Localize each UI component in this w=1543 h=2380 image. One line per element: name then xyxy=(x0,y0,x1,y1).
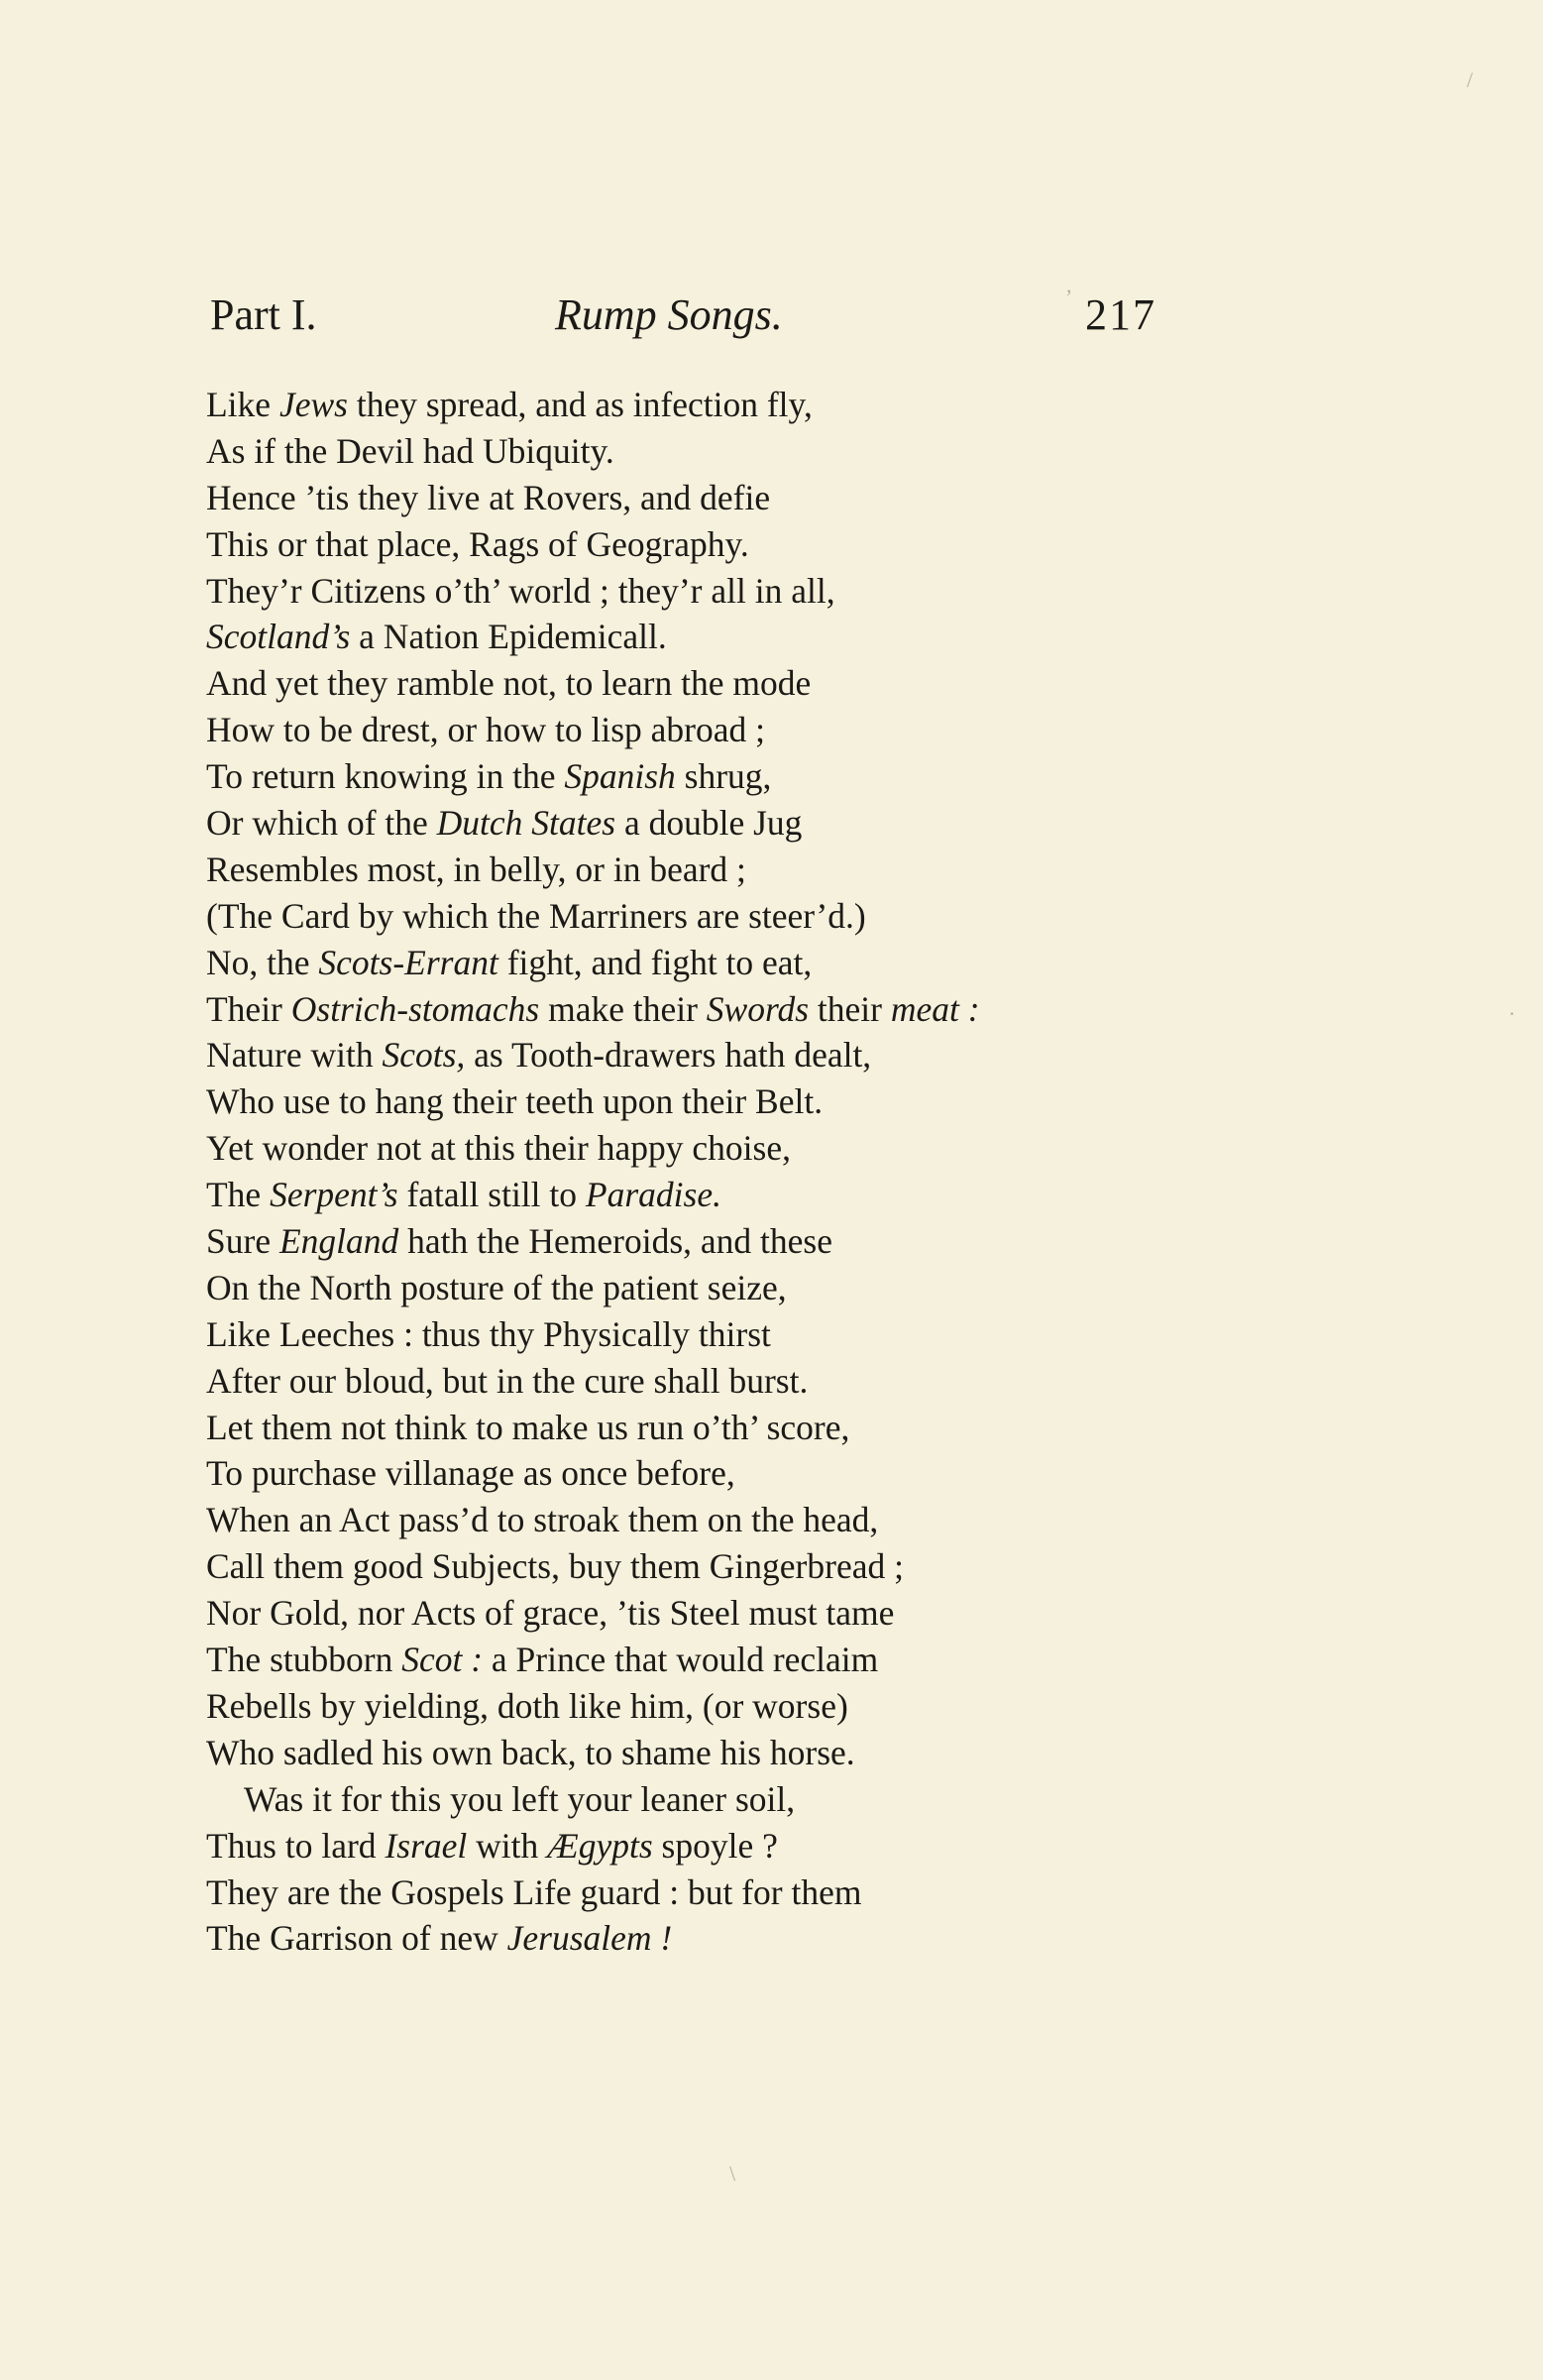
italic-text: Jerusalem ! xyxy=(506,1918,673,1959)
line-text: They are the Gospels Life guard : but for them xyxy=(206,1871,862,1912)
line-text: with xyxy=(467,1825,548,1866)
line-text: Hence ’tis they live at Rovers, and defie xyxy=(206,477,771,517)
poem-line xyxy=(206,568,1197,615)
line-text: spoyle ? xyxy=(652,1825,778,1866)
poem-line xyxy=(206,1683,1197,1730)
poem-line xyxy=(206,1543,1197,1590)
line-text: as Tooth-drawers hath dealt, xyxy=(465,1035,872,1076)
line-text: The stubborn xyxy=(206,1640,402,1680)
italic-text: Paradise. xyxy=(585,1175,721,1215)
line-text: a double Jug xyxy=(615,803,803,844)
italic-text: Serpent’s xyxy=(270,1175,398,1215)
line-text: their xyxy=(809,988,891,1029)
italic-text: Ægypts xyxy=(547,1825,653,1866)
poem-line xyxy=(206,1078,1197,1125)
line-text: Their xyxy=(206,988,291,1029)
poem-line xyxy=(206,660,1197,707)
line-text: To purchase villanage as once before, xyxy=(206,1453,735,1494)
poem-line xyxy=(206,1915,1197,1962)
paper-speck: · xyxy=(1508,1001,1516,1026)
line-text: The Garrison of new xyxy=(206,1918,507,1959)
poem-line xyxy=(206,1125,1197,1172)
italic-text: Israel xyxy=(385,1825,468,1866)
line-text: shrug, xyxy=(675,756,772,797)
line-text: Like Leeches : thus thy Physically thirst xyxy=(206,1313,771,1354)
paper-speck: \ xyxy=(729,2161,736,2186)
line-text: Resembles most, in belly, or in beard ; xyxy=(206,849,746,889)
running-header xyxy=(210,289,1157,349)
line-text: Yet wonder not at this their happy choise, xyxy=(206,1128,791,1169)
paper-speck: / xyxy=(1467,67,1474,92)
poem-line xyxy=(206,1497,1197,1543)
italic-text: meat : xyxy=(890,988,980,1029)
line-text: Nature with xyxy=(206,1035,383,1076)
poem-line xyxy=(206,1870,1197,1916)
poem-line xyxy=(206,428,1197,475)
poem-line xyxy=(206,1218,1197,1265)
line-text: Who use to hang their teeth upon their Belt. xyxy=(206,1081,824,1122)
italic-text: Spanish xyxy=(564,756,676,797)
line-text: a Prince that would reclaim xyxy=(483,1640,879,1680)
poem-line xyxy=(206,475,1197,521)
poem-line xyxy=(206,1637,1197,1683)
poem-line xyxy=(206,1823,1197,1870)
italic-text: England xyxy=(278,1221,399,1262)
line-text: No, the xyxy=(206,942,319,982)
poem-line xyxy=(206,893,1197,940)
page-number: 217 xyxy=(1085,290,1157,339)
italic-text: Dutch States xyxy=(436,803,616,844)
line-text: And yet they ramble not, to learn the mode xyxy=(206,663,812,704)
poem-line xyxy=(206,1311,1197,1358)
italic-text: Scot : xyxy=(401,1640,484,1680)
line-text: make their xyxy=(539,988,707,1029)
poem-line xyxy=(206,1265,1197,1311)
line-text: Thus to lard xyxy=(206,1825,386,1866)
line-text: After our bloud, but in the cure shall burst. xyxy=(206,1360,809,1401)
poem-line xyxy=(206,1590,1197,1637)
poem-line xyxy=(206,753,1197,800)
line-text: How to be drest, or how to lisp abroad ; xyxy=(206,710,765,750)
line-text: When an Act pass’d to stroak them on the head, xyxy=(206,1500,879,1540)
italic-text: Scotland’s xyxy=(206,617,351,657)
italic-text: Scots, xyxy=(382,1035,466,1076)
italic-text: Jews xyxy=(278,385,348,424)
line-text: This or that place, Rags of Geography. xyxy=(206,523,749,564)
poem-line xyxy=(206,986,1197,1033)
line-text: Let them not think to make us run o’th’ score, xyxy=(206,1407,850,1447)
poem-line xyxy=(206,847,1197,893)
paper-speck: , xyxy=(1066,273,1072,297)
line-text: The xyxy=(206,1175,271,1215)
poem-text xyxy=(206,382,1197,1962)
line-text: Nor Gold, nor Acts of grace, ’tis Steel must tame xyxy=(206,1593,895,1634)
line-text: As if the Devil had Ubiquity. xyxy=(206,430,614,471)
line-text: a Nation Epidemicall. xyxy=(350,617,667,657)
poem-line xyxy=(206,382,1197,428)
poem-line xyxy=(206,1358,1197,1405)
line-text: Was it for this you left your leaner soil, xyxy=(244,1778,796,1819)
italic-text: Scots-Errant xyxy=(318,942,498,982)
line-text: To return knowing in the xyxy=(206,756,565,797)
line-text: fatall still to xyxy=(397,1175,586,1215)
poem-line xyxy=(206,1172,1197,1218)
line-text: They’r Citizens o’th’ world ; they’r all in all, xyxy=(206,570,835,611)
line-text: Sure xyxy=(206,1221,279,1262)
poem-line xyxy=(206,940,1197,986)
running-title: Rump Songs. xyxy=(555,290,783,339)
line-text: Or which of the xyxy=(206,803,437,844)
poem-line xyxy=(206,1032,1197,1078)
poem-line xyxy=(206,707,1197,753)
line-text: Rebells by yielding, doth like him, (or worse) xyxy=(206,1685,848,1726)
line-text: (The Card by which the Marriners are steer’d.) xyxy=(206,895,866,936)
poem-line xyxy=(206,1776,1197,1823)
poem-line xyxy=(206,800,1197,847)
poem-line xyxy=(206,1405,1197,1451)
part-label: Part I. xyxy=(210,290,317,339)
italic-text: Swords xyxy=(706,988,810,1029)
line-text: Call them good Subjects, buy them Gingerbread ; xyxy=(206,1546,904,1587)
line-text: Like xyxy=(206,385,279,424)
line-text: hath the Hemeroids, and these xyxy=(398,1221,832,1262)
italic-text: Ostrich-stomachs xyxy=(290,988,540,1029)
line-text: they spread, and as infection fly, xyxy=(347,385,813,424)
poem-line xyxy=(206,1730,1197,1776)
poem-line xyxy=(206,614,1197,660)
poem-line xyxy=(206,521,1197,568)
line-text: Who sadled his own back, to shame his horse. xyxy=(206,1732,855,1772)
poem-line xyxy=(206,1450,1197,1497)
line-text: fight, and fight to eat, xyxy=(497,942,813,982)
line-text: On the North posture of the patient seize, xyxy=(206,1267,787,1307)
